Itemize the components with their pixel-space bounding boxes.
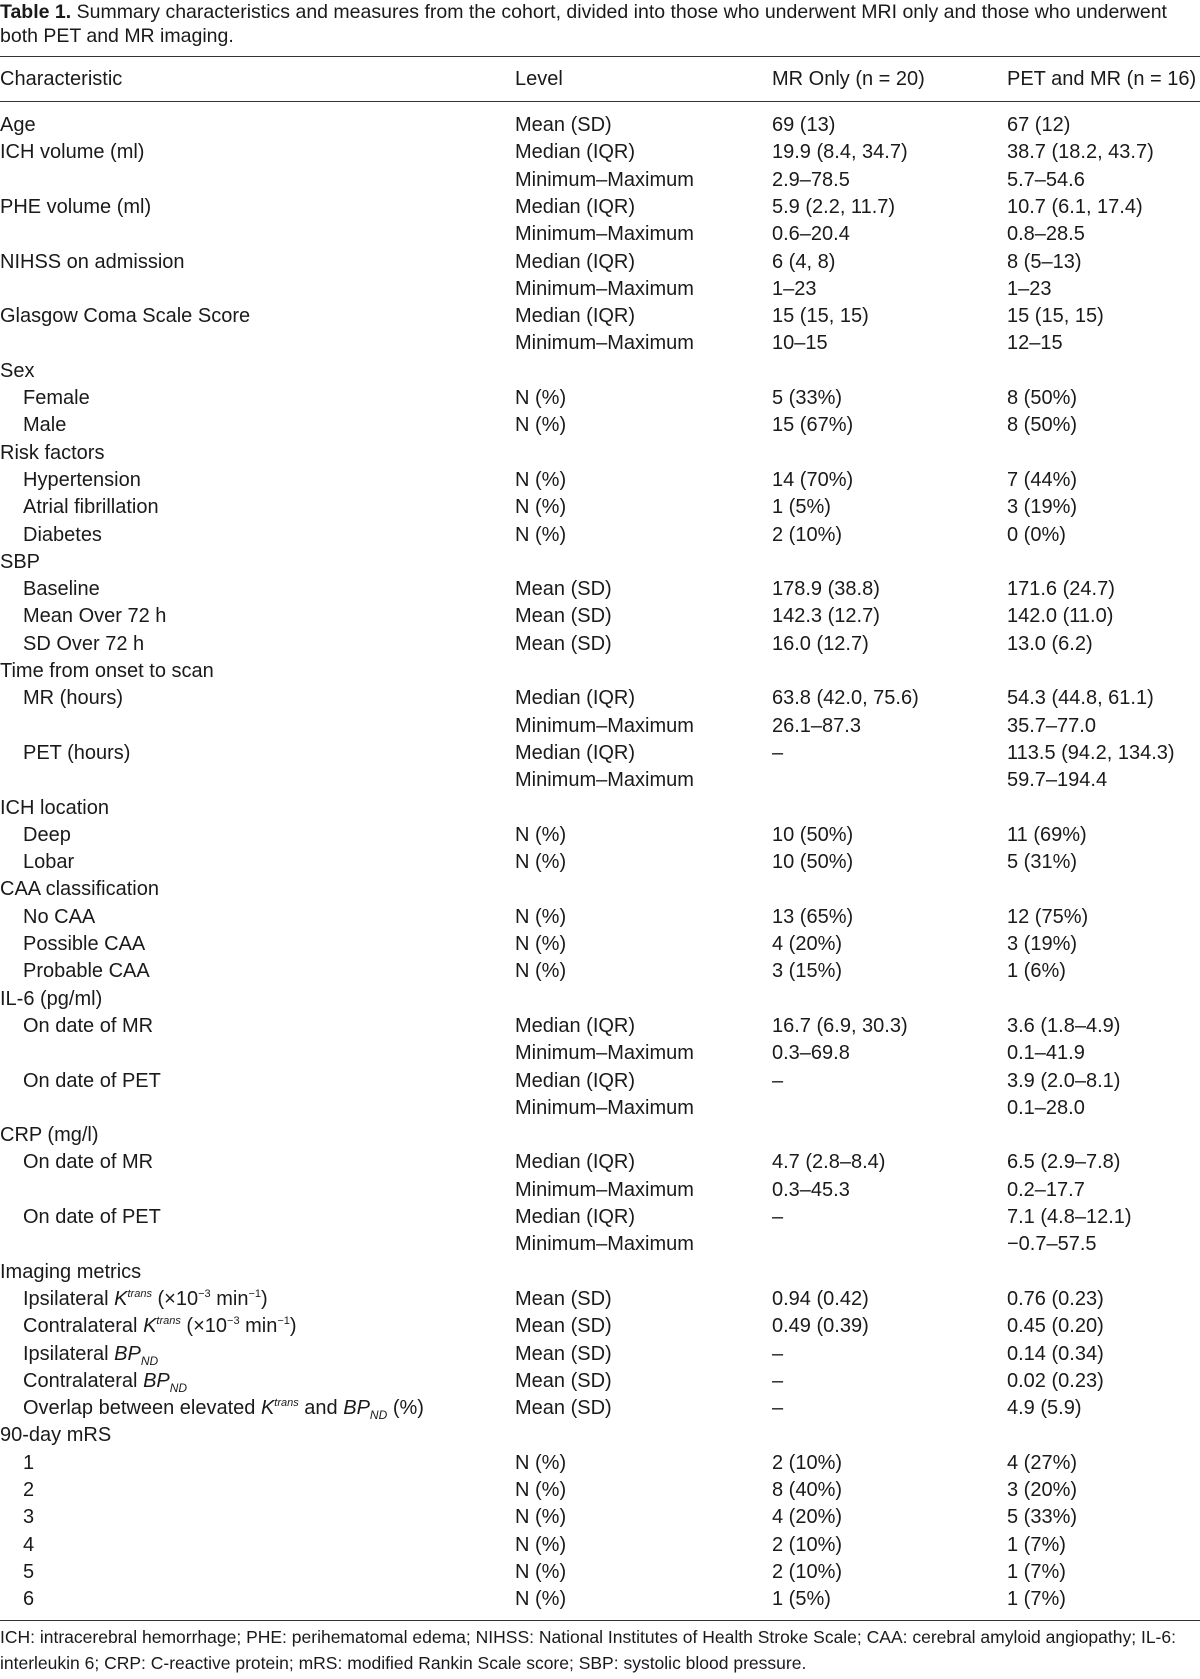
cell-level: Mean (SD) [515,632,612,655]
table-row [0,249,1200,276]
table-row [0,904,1200,931]
table-row [0,385,1200,412]
cell-mr-only: 4 (20%) [772,933,843,955]
header-rule [0,101,1200,102]
cell-level: Median (IQR) [515,1014,636,1037]
cell-level: Minimum–Maximum [515,332,694,355]
cell-mr-only: 0.3–69.8 [772,1042,850,1065]
cell-characteristic: Ipsilateral $K^{trans}$ ($\times 10^{-3}$ $\min^{-1}$) [23,1287,268,1310]
cell-pet-mr: 0.1–28.0 [1007,1096,1085,1119]
cell-mr-only: 178.9 (38.8) [772,578,880,601]
cell-mr-only: 3 (15%) [772,960,843,983]
cell-level: N (%) [515,523,567,546]
table-row [0,139,1200,166]
cell-mr-only: 0.49 (0.39) [772,1315,869,1338]
cell-characteristic: SD Over 72 h [23,632,145,655]
cell-pet-mr: 5 (31%) [1007,851,1078,874]
cell-mr-only: 26.1–87.3 [772,714,861,737]
cell-characteristic: CAA classification [0,878,159,901]
table-row [0,603,1200,630]
cell-level: Median (IQR) [515,687,636,710]
table-row [0,1313,1200,1340]
cell-level: Minimum–Maximum [515,1178,694,1201]
cell-characteristic: Possible CAA [23,933,146,955]
cell-characteristic: Overlap between elevated $K^{trans}$ and $BP_{ND}$ (%) [23,1397,424,1423]
table-row [0,1040,1200,1067]
table-row [0,522,1200,549]
table-row [0,1532,1200,1559]
cell-level: Minimum–Maximum [515,1042,694,1065]
cell-level: Median (IQR) [515,305,636,328]
cell-characteristic: ICH location [0,796,109,819]
cell-level: N (%) [515,414,567,437]
cell-pet-mr: 142.0 (11.0) [1007,605,1114,628]
cell-mr-only: 1 (5%) [772,496,831,519]
cell-mr-only: – [772,1397,784,1420]
cell-level: Median (IQR) [515,741,636,764]
cell-pet-mr: 13.0 (6.2) [1007,632,1093,655]
cell-pet-mr: 113.5 (94.2, 134.3) [1007,741,1175,764]
table-row [0,849,1200,876]
cell-level: Minimum–Maximum [515,277,694,300]
table-caption [0,0,1200,48]
cell-level: N (%) [515,960,567,983]
cell-mr-only: 0.3–45.3 [772,1178,850,1201]
cell-characteristic: SBP [0,550,41,573]
cell-characteristic: Diabetes [23,523,102,546]
cell-level: N (%) [515,1560,567,1583]
header-level: Level [515,68,563,90]
cell-pet-mr: 8 (50%) [1007,414,1078,437]
cell-level: N (%) [515,468,567,491]
cell-characteristic: CRP (mg/l) [0,1124,99,1147]
cell-characteristic: Hypertension [23,468,141,491]
table-row [0,767,1200,794]
table-row [0,303,1200,330]
cell-mr-only: 2 (10%) [772,1560,843,1583]
cell-characteristic: Age [0,114,36,136]
cell-characteristic: 4 [23,1533,35,1556]
table-row [0,194,1200,221]
cell-pet-mr: 0.45 (0.20) [1007,1315,1104,1338]
cell-pet-mr: 1 (7%) [1007,1588,1066,1611]
table-row [0,276,1200,303]
table-caption-label: Table 1. [0,1,72,23]
cell-pet-mr: 8 (5–13) [1007,250,1082,273]
cell-characteristic: IL-6 (pg/ml) [0,987,103,1010]
table-row [0,112,1200,139]
table-row [0,958,1200,985]
cell-mr-only: 16.0 (12.7) [772,632,869,655]
table-row [0,1450,1200,1477]
cell-level: Minimum–Maximum [515,769,694,792]
cell-mr-only: 1–23 [772,277,817,300]
cell-mr-only: 2.9–78.5 [772,168,850,191]
cell-pet-mr: 4.9 (5.9) [1007,1397,1082,1420]
cell-mr-only: 63.8 (42.0, 75.6) [772,687,919,710]
cell-characteristic: 3 [23,1506,35,1529]
cell-pet-mr: 54.3 (44.8, 61.1) [1007,687,1154,710]
cell-mr-only: 16.7 (6.9, 30.3) [772,1014,908,1037]
cell-mr-only: 69 (13) [772,114,836,136]
cell-characteristic: PET (hours) [23,741,131,764]
cell-pet-mr: 0.2–17.7 [1007,1178,1085,1201]
cell-pet-mr: 7 (44%) [1007,468,1078,491]
cell-mr-only: 10–15 [772,332,828,355]
cell-characteristic: Probable CAA [23,960,150,983]
cell-pet-mr: 0.02 (0.23) [1007,1369,1104,1392]
cell-pet-mr: 12 (75%) [1007,905,1089,928]
cell-mr-only: 0.94 (0.42) [772,1287,869,1310]
table-row [0,1422,1200,1449]
cell-mr-only: 0.6–20.4 [772,223,850,246]
table-row [0,358,1200,385]
table-footnote: ICH: intracerebral hemorrhage; PHE: perihematomal edema; NIHSS: National Institutes of Health Stroke Scale; CAA: cerebral amyloid angiopathy; IL-6: interleukin 6; CRP: C-reactive protein; mRS: modified Rankin Scale score; SBP: systolic blood pressure. [0,1627,1176,1673]
cell-level: N (%) [515,1533,567,1556]
cell-level: N (%) [515,933,567,955]
cell-level: Minimum–Maximum [515,714,694,737]
table-row [0,467,1200,494]
table-row [0,1122,1200,1149]
table-row [0,1177,1200,1204]
cell-mr-only: – [772,1342,784,1365]
header-pet-mr: PET and MR (n = 16) [1007,68,1197,90]
table-row [0,986,1200,1013]
cell-mr-only: 2 (10%) [772,1533,843,1556]
cell-characteristic: Imaging metrics [0,1260,142,1283]
cell-level: Mean (SD) [515,605,612,628]
cell-pet-mr: 12–15 [1007,332,1063,355]
cell-pet-mr: 5 (33%) [1007,1506,1078,1529]
cell-characteristic: Contralateral $BP_{ND}$ [23,1369,188,1395]
cell-pet-mr: 11 (69%) [1007,823,1087,846]
cell-characteristic: Atrial fibrillation [23,496,159,519]
cell-pet-mr: 0.8–28.5 [1007,223,1085,246]
cell-characteristic: NIHSS on admission [0,250,185,273]
table-row [0,876,1200,903]
cell-level: Mean (SD) [515,114,612,136]
table-row [0,1368,1200,1395]
cell-characteristic: 6 [23,1588,35,1611]
cell-characteristic: On date of PET [23,1069,161,1092]
cell-mr-only: 8 (40%) [772,1479,843,1501]
cell-characteristic: On date of MR [23,1151,154,1174]
cell-characteristic: PHE volume (ml) [0,195,152,218]
table-row [0,167,1200,194]
cell-mr-only: 14 (70%) [772,468,854,491]
cell-level: N (%) [515,1479,567,1501]
table-caption-text: Summary characteristics and measures from the cohort, divided into those who underwent MRI only and those who underwent both PET and MR imaging. [0,1,1167,47]
cell-pet-mr: 1 (7%) [1007,1560,1066,1583]
table-row [0,1231,1200,1258]
table-row [0,412,1200,439]
table-row [0,576,1200,603]
cell-mr-only: 2 (10%) [772,1451,843,1474]
cell-level: Minimum–Maximum [515,223,694,246]
cell-mr-only: 10 (50%) [772,823,854,846]
cell-mr-only: – [772,1206,784,1228]
cell-pet-mr: 171.6 (24.7) [1007,578,1115,601]
cell-pet-mr: 3 (20%) [1007,1479,1078,1501]
cell-pet-mr: 3.9 (2.0–8.1) [1007,1069,1121,1092]
cell-pet-mr: 1 (6%) [1007,960,1066,983]
cell-characteristic: 2 [23,1479,35,1501]
cell-characteristic: 90-day mRS [0,1424,112,1447]
cell-pet-mr: 6.5 (2.9–7.8) [1007,1151,1121,1174]
table-row [0,1395,1200,1422]
cell-characteristic: Risk factors [0,441,105,464]
cell-level: Median (IQR) [515,1151,636,1174]
cell-level: Mean (SD) [515,1315,612,1338]
cell-pet-mr: 38.7 (18.2, 43.7) [1007,141,1154,164]
cell-characteristic: Sex [0,359,35,382]
cell-characteristic: Lobar [23,851,75,874]
table-row [0,685,1200,712]
cell-mr-only: 5.9 (2.2, 11.7) [772,195,896,218]
cell-mr-only: 5 (33%) [772,387,843,409]
table-row [0,330,1200,357]
cell-characteristic: 1 [23,1451,35,1474]
cell-pet-mr: 15 (15, 15) [1007,305,1104,328]
cell-pet-mr: 3.6 (1.8–4.9) [1007,1014,1121,1037]
cell-level: Mean (SD) [515,578,612,601]
table-row [0,931,1200,958]
cell-mr-only: 19.9 (8.4, 34.7) [772,141,908,164]
cell-mr-only: 13 (65%) [772,905,854,928]
cell-level: Mean (SD) [515,1397,612,1420]
cell-level: N (%) [515,496,567,519]
cell-pet-mr: 67 (12) [1007,114,1071,136]
cell-level: N (%) [515,1588,567,1611]
table-row [0,795,1200,822]
header-characteristic: Characteristic [0,68,123,90]
table-row [0,1504,1200,1531]
cell-mr-only: 142.3 (12.7) [772,605,880,628]
cell-pet-mr: 3 (19%) [1007,496,1078,519]
cell-level: Median (IQR) [515,1069,636,1092]
table-row [0,1341,1200,1368]
cell-mr-only: 10 (50%) [772,851,854,874]
table-row [0,1477,1200,1504]
cell-characteristic: No CAA [23,905,96,928]
cell-mr-only: – [772,1069,784,1092]
table-row [0,658,1200,685]
header-mr-only: MR Only (n = 20) [772,68,925,90]
cell-pet-mr: 4 (27%) [1007,1451,1078,1474]
cell-mr-only: – [772,741,784,764]
top-rule [0,56,1200,57]
cell-characteristic: Male [23,414,67,437]
cell-level: N (%) [515,1506,567,1529]
cell-pet-mr: 0 (0%) [1007,523,1066,546]
table-row [0,740,1200,767]
cell-pet-mr: 35.7–77.0 [1007,714,1096,737]
bottom-rule [0,1620,1200,1621]
cell-level: N (%) [515,387,567,409]
table-row [0,1095,1200,1122]
cell-characteristic: On date of PET [23,1206,161,1228]
cell-pet-mr: 10.7 (6.1, 17.4) [1007,195,1143,218]
cell-characteristic: Time from onset to scan [0,660,214,682]
table-row [0,1286,1200,1313]
cell-pet-mr: 0.1–41.9 [1007,1042,1085,1065]
cell-mr-only: 1 (5%) [772,1588,831,1611]
cell-level: N (%) [515,851,567,874]
cell-pet-mr: 0.76 (0.23) [1007,1287,1104,1310]
cell-pet-mr: 8 (50%) [1007,387,1078,409]
cell-mr-only: – [772,1369,784,1392]
cell-characteristic: Contralateral $K^{trans}$ ($\times 10^{-3}$ $\min^{-1}$) [23,1315,297,1338]
table-row [0,1149,1200,1176]
table-row [0,1204,1200,1231]
cell-level: N (%) [515,905,567,928]
cell-characteristic: Female [23,387,90,409]
cell-level: Median (IQR) [515,141,636,164]
cell-level: Minimum–Maximum [515,1096,694,1119]
cell-characteristic: ICH volume (ml) [0,141,145,164]
cell-pet-mr: 59.7–194.4 [1007,769,1108,792]
table-row [0,494,1200,521]
cell-level: Median (IQR) [515,195,636,218]
cell-characteristic: Ipsilateral $BP_{ND}$ [23,1342,159,1368]
table-row [0,1586,1200,1613]
table-row [0,631,1200,658]
cell-mr-only: 6 (4, 8) [772,250,836,273]
cell-characteristic: Deep [23,823,71,846]
table-row [0,822,1200,849]
cell-level: N (%) [515,1451,567,1474]
cell-characteristic: 5 [23,1560,35,1583]
cell-level: Mean (SD) [515,1287,612,1310]
cell-mr-only: 2 (10%) [772,523,843,546]
cell-mr-only: 15 (67%) [772,414,854,437]
cell-characteristic: Glasgow Coma Scale Score [0,305,251,328]
cell-pet-mr: 7.1 (4.8–12.1) [1007,1206,1132,1228]
table-row [0,1259,1200,1286]
cell-level: Median (IQR) [515,1206,636,1228]
cell-pet-mr: 1 (7%) [1007,1533,1066,1556]
cell-level: Minimum–Maximum [515,1233,694,1256]
cell-characteristic: On date of MR [23,1014,154,1037]
table-row [0,1013,1200,1040]
cell-level: Mean (SD) [515,1342,612,1365]
cell-level: Minimum–Maximum [515,168,694,191]
table-row [0,440,1200,467]
table-row [0,713,1200,740]
cell-pet-mr: 3 (19%) [1007,933,1078,955]
cell-mr-only: 15 (15, 15) [772,305,869,328]
cell-level: Mean (SD) [515,1369,612,1392]
cell-characteristic: Baseline [23,578,100,601]
cell-characteristic: MR (hours) [23,687,124,710]
cell-mr-only: 4.7 (2.8–8.4) [772,1151,886,1174]
cell-level: N (%) [515,823,567,846]
table-row [0,549,1200,576]
cell-pet-mr: 5.7–54.6 [1007,168,1085,191]
cell-level: Median (IQR) [515,250,636,273]
cell-characteristic: Mean Over 72 h [23,605,167,628]
cell-pet-mr: 1–23 [1007,277,1052,300]
table-row [0,1068,1200,1095]
cell-mr-only: 4 (20%) [772,1506,843,1529]
table-row [0,1559,1200,1586]
cell-pet-mr: 0.14 (0.34) [1007,1342,1104,1365]
table-row [0,221,1200,248]
cell-pet-mr: −0.7–57.5 [1007,1233,1097,1256]
